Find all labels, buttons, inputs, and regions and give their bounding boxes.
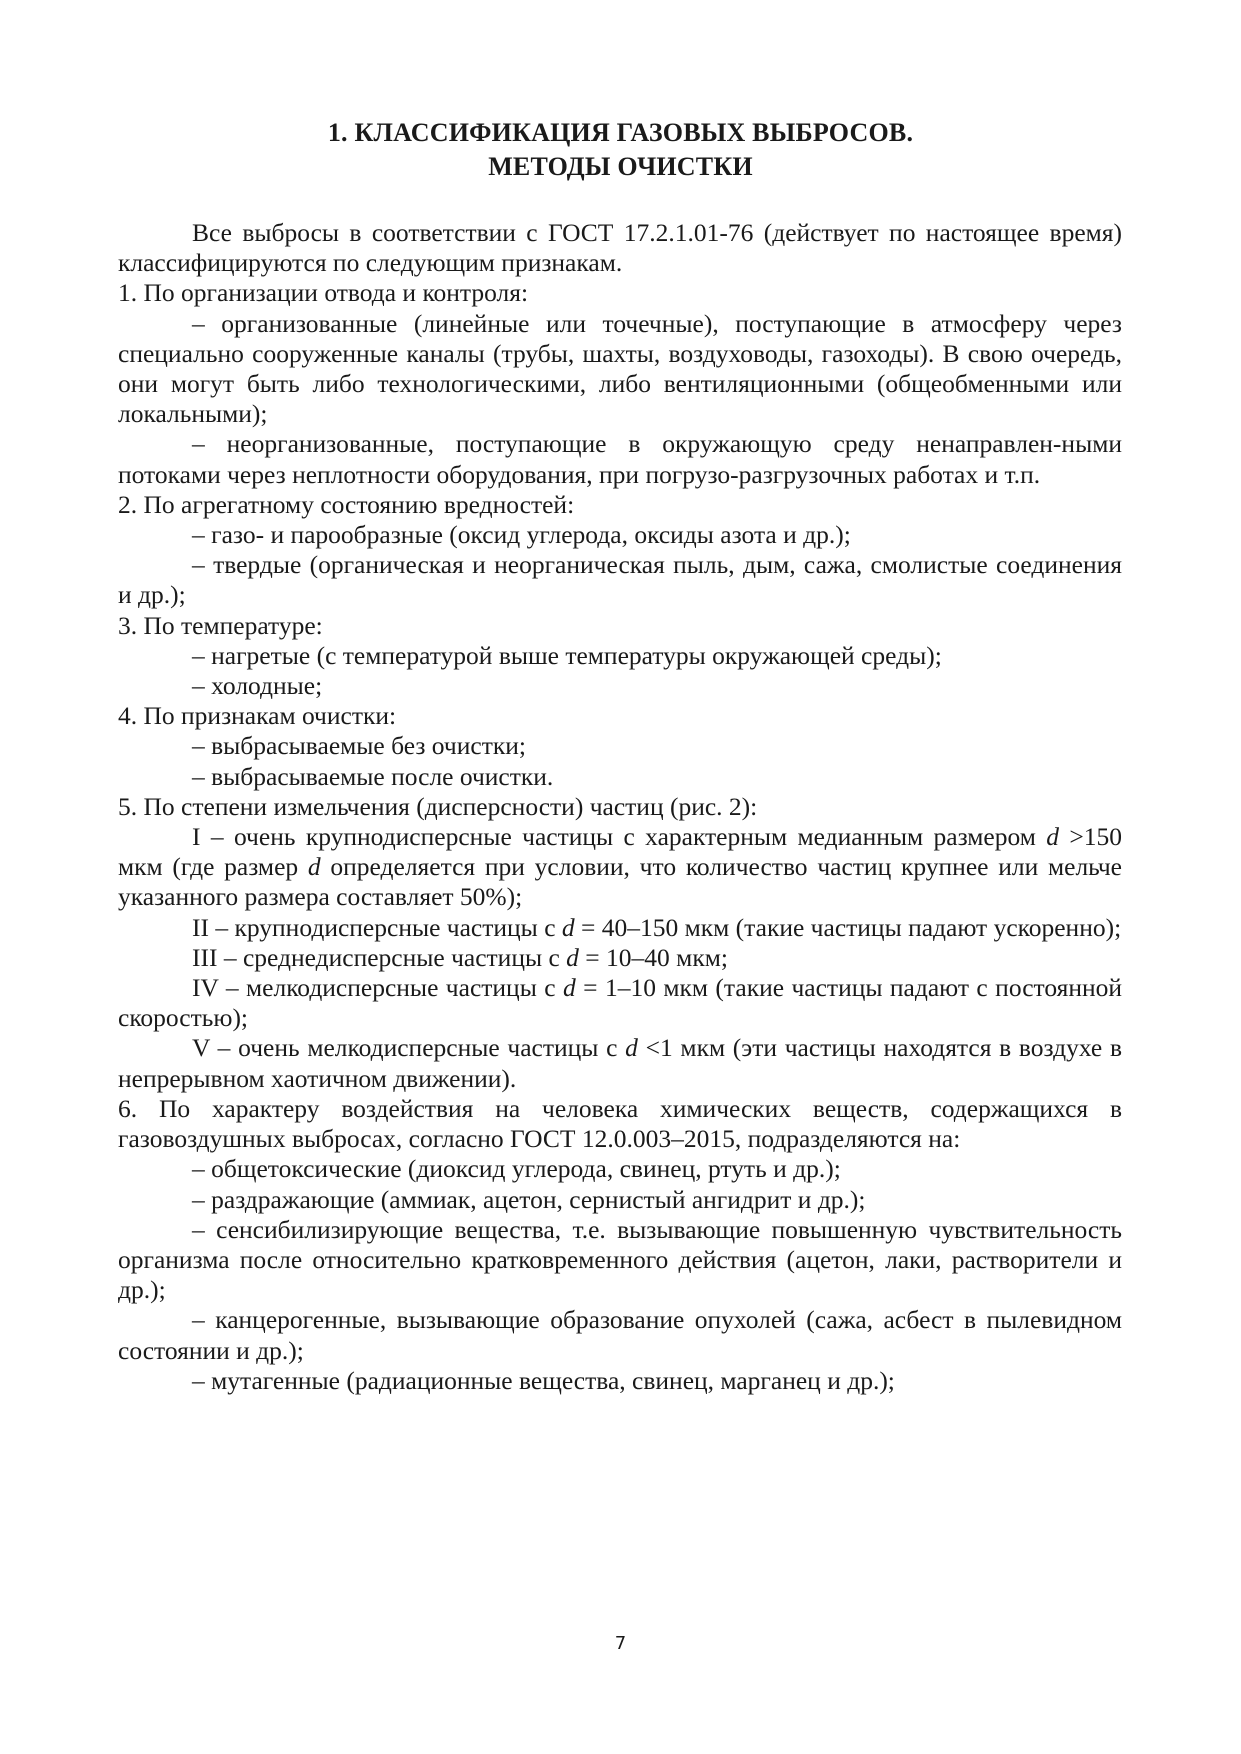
list-heading-4: 4. По признакам очистки:: [118, 701, 397, 731]
text-run: I – очень крупнодисперсные частицы с характерным медианным размером: [192, 822, 1047, 852]
list-item: – холодные;: [192, 671, 323, 701]
list-item: – мутагенные (радиационные вещества, свинец, марганец и др.);: [192, 1365, 895, 1395]
list-item: – выбрасываемые без очистки;: [192, 731, 526, 761]
dispersity-class-5: [118, 1033, 1122, 1093]
text-run: III – среднедисперсные частицы с: [192, 942, 567, 972]
list-heading-3: 3. По температуре:: [118, 610, 323, 640]
text-run: <1 мкм (эти частицы находятся в воздухе в непрерывном хаотичном движении).: [118, 1033, 1122, 1093]
dispersity-class-2: [118, 913, 1122, 943]
list-item: – сенсибилизирующие вещества, т.е. вызывающие повышенную чувствительность организма после относительно кратковременного действия (ацетон, лаки, растворители и др.);: [118, 1214, 1122, 1305]
list-item: – общетоксические (диоксид углерода, свинец, ртуть и др.);: [192, 1154, 841, 1184]
variable-d: d: [566, 942, 579, 972]
variable-d: d: [625, 1033, 638, 1063]
variable-d: d: [1046, 822, 1059, 852]
dispersity-class-3: [118, 943, 1122, 973]
list-heading-5: 5. По степени измельчения (дисперсности) частиц (рис. 2):: [118, 791, 758, 821]
list-item: – раздражающие (аммиак, ацетон, сернистый ангидрит и др.);: [192, 1184, 866, 1214]
text-run: II – крупнодисперсные частицы с: [192, 912, 562, 942]
list-item: – твердые (органическая и неорганическая пыль, дым, сажа, смолистые соединения и др.);: [118, 550, 1122, 610]
list-item: – газо- и парообразные (оксид углерода, оксиды азота и др.);: [192, 520, 851, 550]
intro-paragraph: Все выбросы в соответствии с ГОСТ 17.2.1.01-76 (действует по настоящее время) классифицируются по следующим признакам.: [118, 218, 1122, 278]
document-body: [118, 218, 1122, 1396]
section-title-line-1: 1. КЛАССИФИКАЦИЯ ГАЗОВЫХ ВЫБРОСОВ.: [327, 118, 914, 147]
text-run: = 1–10 мкм (такие частицы падают с постоянной скоростью);: [118, 973, 1123, 1033]
list-item: – нагретые (с температурой выше температуры окружающей среды);: [192, 640, 942, 670]
variable-d: d: [561, 912, 575, 942]
variable-d: d: [562, 973, 576, 1003]
page-number: 7: [614, 1633, 627, 1654]
section-title-line-2: МЕТОДЫ ОЧИСТКИ: [488, 152, 753, 181]
text-run: V – очень мелкодисперсные частицы с: [192, 1033, 626, 1063]
list-item: – выбрасываемые после очистки.: [192, 761, 554, 791]
text-run: IV – мелкодисперсные частицы с: [192, 973, 563, 1003]
text-run: = 40–150 мкм (такие частицы падают ускоренно);: [574, 912, 1122, 942]
variable-d: d: [307, 852, 321, 882]
list-heading-1: 1. По организации отвода и контроля:: [118, 278, 529, 308]
list-heading-2: 2. По агрегатному состоянию вредностей:: [118, 489, 575, 519]
text-run: = 10–40 мкм;: [578, 942, 728, 972]
section-title: [0, 116, 1241, 184]
list-heading-6: 6. По характеру воздействия на человека химических веществ, содержащихся в газовоздушных выбросах, согласно ГОСТ 12.0.003–2015, подразделяются на:: [118, 1093, 1122, 1154]
list-item: – канцерогенные, вызывающие образование опухолей (сажа, асбест в пылевидном состоянии и др.);: [118, 1305, 1122, 1365]
list-item: – неорганизованные, поступающие в окружающую среду ненаправлен-ными потоками через неплотности оборудования, при погрузо-разгрузочных работах и т.п.: [118, 429, 1122, 489]
text-run: определяется при условии, что количество частиц крупнее или мельче указанного размера составляет 50%);: [118, 852, 1123, 912]
dispersity-class-4: [118, 973, 1122, 1033]
text-run: >150 мкм (где размер: [118, 822, 1122, 882]
dispersity-class-1: [118, 822, 1122, 913]
list-item: – организованные (линейные или точечные), поступающие в атмосферу через специально сооруженные каналы (трубы, шахты, воздуховоды, газоходы). В свою очередь, они могут быть либо технологическими, либо вентиляционными (общеобменными или локальными);: [118, 308, 1122, 429]
